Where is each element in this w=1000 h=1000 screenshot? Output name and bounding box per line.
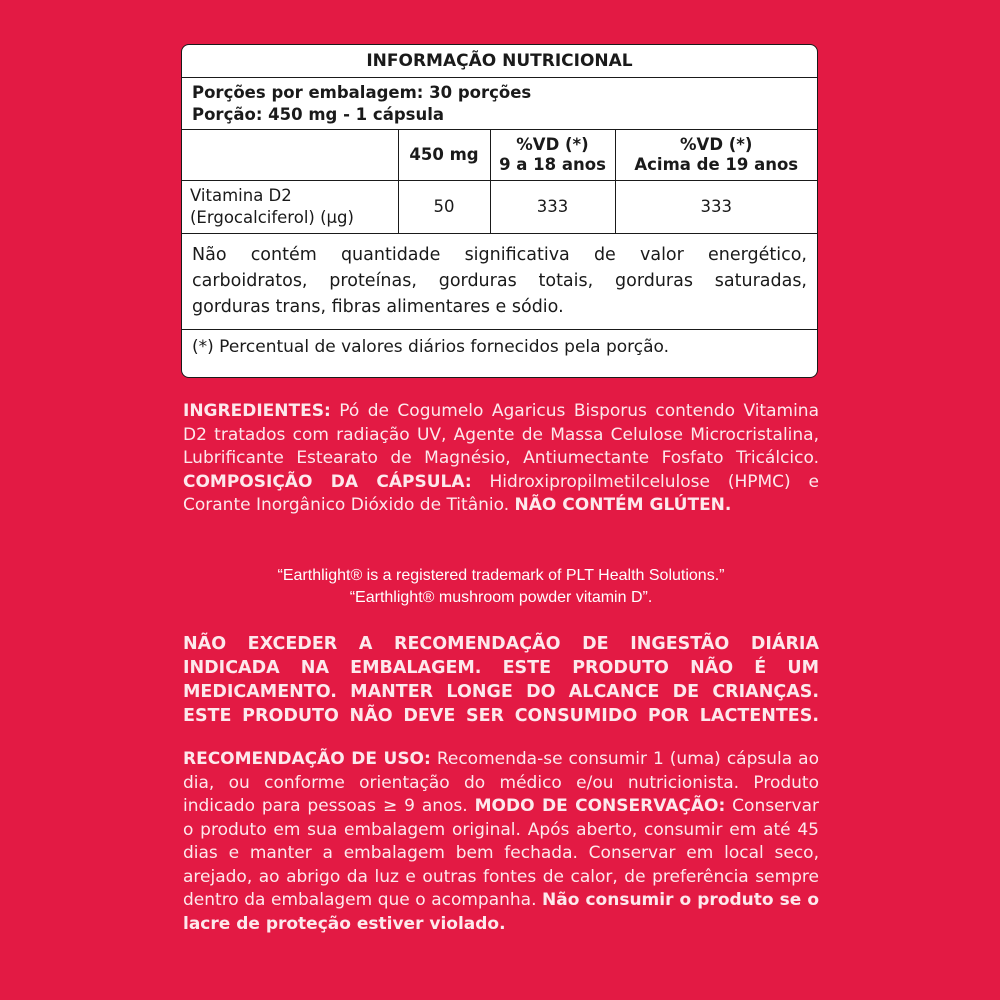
- capsule-composition-text: Hidroxipropilmetilcelulose (HPMC) e Corante Inorgânico Dióxido de Titânio.: [183, 471, 819, 515]
- seal-warning: Não consumir o produto se o lacre de proteção estiver violado.: [183, 890, 819, 934]
- trademark-notice: [183, 565, 819, 609]
- portions-per-package: Porções por embalagem: 30 porções: [192, 83, 532, 102]
- nutrient-name-line1: Vitamina D2: [190, 186, 292, 205]
- header-vd-19-plus: [615, 130, 817, 181]
- capsule-composition-label: COMPOSIÇÃO DA CÁPSULA:: [183, 471, 472, 492]
- trademark-line2: “Earthlight® mushroom powder vitamin D”.: [349, 589, 653, 606]
- gluten-statement: NÃO CONTÉM GLÚTEN.: [514, 495, 732, 515]
- ingredients-label: INGREDIENTES:: [183, 401, 331, 421]
- nutrient-amount: 50: [398, 181, 490, 234]
- ingredients-paragraph: [183, 400, 819, 518]
- nutrient-name: [182, 181, 398, 234]
- table-header-row: [182, 130, 817, 181]
- nutrient-table: [182, 130, 817, 234]
- warning-paragraph: NÃO EXCEDER A RECOMENDAÇÃO DE INGESTÃO DIÁRIA INDICADA NA EMBALAGEM. ESTE PRODUTO NÃO É UM MEDICAMENTO. MANTER LONGE DO ALCANCE DE CRIANÇAS. ESTE PRODUTO NÃO DEVE SER CONSUMIDO POR LACTENTES.: [183, 634, 819, 726]
- usage-paragraph: [183, 748, 819, 936]
- header-vd-9-18-line2: 9 a 18 anos: [499, 155, 606, 174]
- header-vd-9-18-line1: %VD (*): [516, 135, 589, 154]
- portion-size: Porção: 450 mg - 1 cápsula: [192, 105, 444, 124]
- header-vd-19-plus-line1: %VD (*): [680, 135, 753, 154]
- table-row: [182, 181, 817, 234]
- header-amount: 450 mg: [398, 130, 490, 181]
- nutrient-vd-19-plus: 333: [615, 181, 817, 234]
- ingredients-text: Pó de Cogumelo Agaricus Bisporus contendo Vitamina D2 tratados com radiação UV, Agente de Massa Celulose Microcristalina, Lubrificante Estearato de Magnésio, Antiumectante Fosfato Tricálcico.: [183, 401, 819, 468]
- nutrient-name-line2: (Ergocalciferol) (µg): [190, 208, 354, 227]
- header-vd-19-plus-line2: Acima de 19 anos: [634, 155, 799, 174]
- usage-label: RECOMENDAÇÃO DE USO:: [183, 749, 431, 769]
- nutrition-facts-table: [181, 44, 818, 378]
- trademark-line1: “Earthlight® is a registered trademark of PLT Health Solutions.”: [277, 567, 725, 584]
- portion-info: [182, 78, 817, 130]
- conservation-label: MODO DE CONSERVAÇÃO:: [474, 796, 726, 816]
- nutrition-title: INFORMAÇÃO NUTRICIONAL: [182, 45, 817, 78]
- usage-text: Recomenda-se consumir 1 (uma) cápsula ao dia, ou conforme orientação do médico e/ou nutricionista. Produto indicado para pessoas ≥ 9 anos.: [183, 749, 819, 816]
- nutrient-vd-9-18: 333: [490, 181, 615, 234]
- header-empty-cell: [182, 130, 398, 181]
- header-vd-9-18: [490, 130, 615, 181]
- nutrition-note: Não contém quantidade significativa de valor energético, carboidratos, proteínas, gorduras totais, gorduras saturadas, gorduras trans, fibras alimentares e sódio.: [182, 234, 817, 330]
- nutrition-footnote: (*) Percentual de valores diários fornecidos pela porção.: [192, 337, 670, 357]
- conservation-text: Conservar o produto em sua embalagem original. Após aberto, consumir em até 45 dias e manter a embalagem bem fechada. Conservar em local seco, arejado, ao abrigo da luz e outras fontes de calor, de preferência sempre dentro da embalagem que o acompanha.: [183, 796, 819, 910]
